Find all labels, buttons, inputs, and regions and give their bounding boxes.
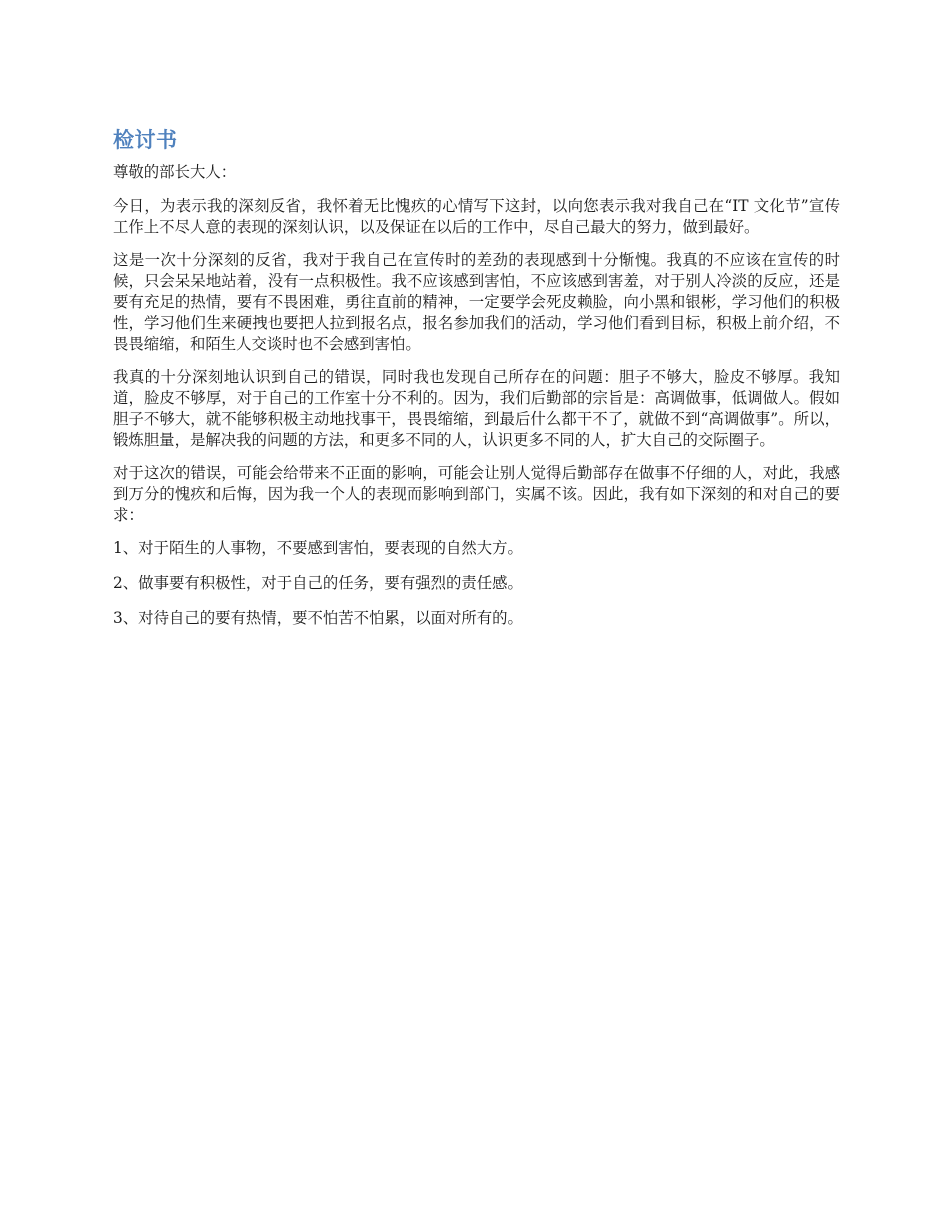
requirement-item: 1、对于陌生的人事物，不要感到害怕，要表现的自然大方。: [113, 539, 523, 557]
requirement-item: 2、做事要有积极性，对于自己的任务，要有强烈的责任感。: [113, 574, 523, 592]
paragraph-intro: 今日，为表示我的深刻反省，我怀着无比愧疚的心情写下这封，以向您表示我对我自己在“IT 文化节”宣传工作上不尽人意的表现的深刻认识，以及保证在以后的工作中，尽自己最大的努力，做到最好。: [113, 197, 840, 236]
document-body: [113, 122, 840, 643]
salutation: 尊敬的部长大人：: [113, 163, 237, 181]
document-title: 检讨书: [113, 128, 178, 152]
paragraph-problems: 我真的十分深刻地认识到自己的错误，同时我也发现自己所存在的问题：胆子不够大，脸皮不够厚。我知道，脸皮不够厚，对于自己的工作室十分不利的。因为，我们后勤部的宗旨是：高调做事，低调做人。假如胆子不够大，就不能够积极主动地找事干，畏畏缩缩，到最后什么都干不了，就做不到“高调做事”。所以，锻炼胆量，是解决我的问题的方法，和更多不同的人，认识更多不同的人，扩大自己的交际圈子。: [113, 368, 840, 449]
paragraph-consequences: 对于这次的错误，可能会给带来不正面的影响，可能会让别人觉得后勤部存在做事不仔细的人，对此，我感到万分的愧疚和后悔，因为我一个人的表现而影响到部门，实属不该。因此，我有如下深刻的和对自己的要求：: [113, 464, 840, 524]
paragraph-reflection: 这是一次十分深刻的反省，我对于我自己在宣传时的差劲的表现感到十分惭愧。我真的不应该在宣传的时候，只会呆呆地站着，没有一点积极性。我不应该感到害怕，不应该感到害羞，对于别人冷淡的反应，还是要有充足的热情，要有不畏困难，勇往直前的精神，一定要学会死皮赖脸，向小黑和银彬，学习他们的积极性，学习他们生来硬拽也要把人拉到报名点，报名参加我们的活动，学习他们看到目标，积极上前介绍，不畏畏缩缩，和陌生人交谈时也不会感到害怕。: [113, 251, 840, 353]
requirement-item: 3、对待自己的要有热情，要不怕苦不怕累，以面对所有的。: [113, 609, 523, 627]
